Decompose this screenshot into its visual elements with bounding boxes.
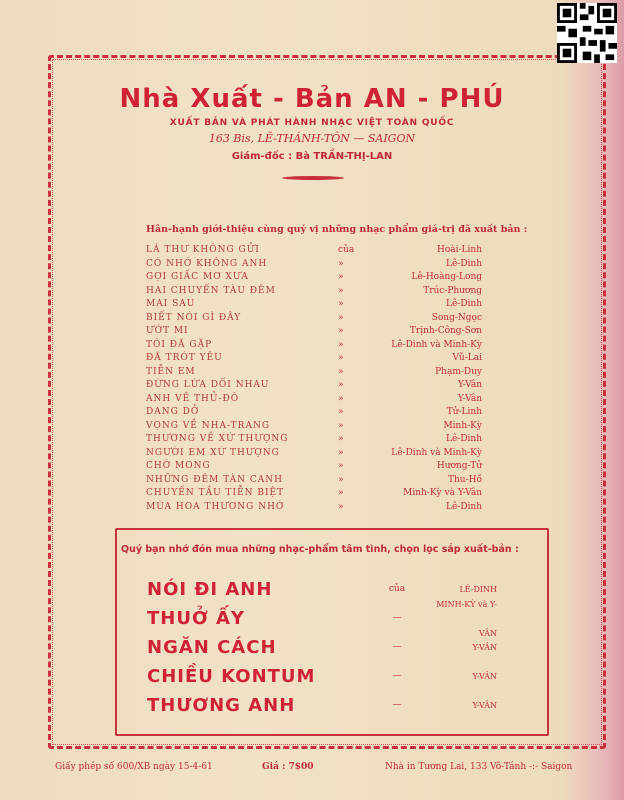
song-row xyxy=(147,633,497,662)
upcoming-song-list xyxy=(147,575,497,720)
song-row xyxy=(146,487,482,501)
song-title: BIẾT NÓI GÌ ĐÂY xyxy=(146,312,242,323)
separator: » xyxy=(338,258,344,269)
director: Giám-đốc : Bà TRẦN-THỊ-LAN xyxy=(231,151,393,162)
song-row xyxy=(146,433,482,447)
song-author: Song-Ngọc xyxy=(431,312,482,323)
separator: của xyxy=(338,245,355,255)
song-row xyxy=(147,662,497,691)
song-author: Y-VÂN xyxy=(472,643,497,652)
separator: » xyxy=(338,326,344,336)
song-row xyxy=(146,258,482,272)
song-author: Minh-Kỳ xyxy=(443,420,482,431)
separator: » xyxy=(338,434,344,444)
separator: » xyxy=(338,339,344,350)
song-title: ĐÃ TRÓT YÊU xyxy=(146,353,223,363)
song-author: Hoài-Linh xyxy=(437,245,482,255)
song-row xyxy=(146,325,482,339)
qr-code-icon xyxy=(557,3,617,63)
song-row xyxy=(147,691,497,720)
song-author: Lê-Dinh xyxy=(445,501,482,512)
song-row xyxy=(146,339,482,353)
separator: » xyxy=(338,272,344,282)
song-author: Tử-Linh xyxy=(446,407,482,417)
song-title: TÔI ĐÃ GẶP xyxy=(146,339,213,350)
song-row xyxy=(146,271,482,285)
separator: — xyxy=(392,642,402,652)
song-author: Thu-Hồ xyxy=(448,474,482,485)
song-row xyxy=(146,244,482,258)
separator: » xyxy=(338,299,344,309)
song-title: NGĂN CÁCH xyxy=(147,637,277,658)
publisher-title: Nhà Xuất - Bản AN - PHÚ xyxy=(119,84,505,114)
separator: » xyxy=(338,501,344,512)
permit: Giấy phép số 600/XB ngày 15-4-61 xyxy=(55,762,213,772)
song-row xyxy=(146,447,482,461)
song-author: Y-Vân xyxy=(457,393,482,404)
song-author: Lê-Dinh xyxy=(445,258,482,269)
song-author: MINH-KỲ và Y-VÂN xyxy=(436,599,497,638)
separator: » xyxy=(338,380,344,390)
song-title: CHỜ MONG xyxy=(146,461,211,471)
upcoming-intro: Quý bạn nhớ đón mua những nhạc-phẩm tâm tình, chọn lọc sắp xuất-bản : xyxy=(121,544,519,555)
separator: — xyxy=(392,671,402,681)
song-author: Lê-Dinh xyxy=(445,299,482,309)
address: 163 Bis, LÊ-THÁNH-TÔN — SAIGON xyxy=(208,132,416,145)
song-row xyxy=(146,352,482,366)
song-title: ƯỚT MI xyxy=(146,326,189,336)
song-author: Hương-Tử xyxy=(436,461,482,471)
song-title: MAI SAU xyxy=(146,299,196,309)
song-row xyxy=(146,501,482,515)
song-title: ANH VỀ THỦ-ĐÔ xyxy=(146,393,240,404)
song-row xyxy=(147,599,497,638)
song-author: LÊ-DINH xyxy=(459,585,497,594)
song-author: Trúc-Phương xyxy=(423,285,482,296)
song-author: Minh-Kỳ và Y-Vân xyxy=(403,488,482,498)
song-title: NHỮNG ĐÊM TÀN CANH xyxy=(146,474,283,485)
song-title: ĐỪNG LỪA DỐI NHAU xyxy=(146,380,270,390)
song-row xyxy=(146,406,482,420)
separator: của xyxy=(388,584,406,594)
song-row xyxy=(146,460,482,474)
song-title: VỌNG VỀ NHA-TRANG xyxy=(146,420,271,431)
song-title: THUỞ ẤY xyxy=(147,608,245,629)
song-title: GỢI GIẤC MƠ XƯA xyxy=(146,272,249,282)
song-title: CHUYẾN TẦU TIỄN BIỆT xyxy=(146,488,285,498)
song-row xyxy=(146,420,482,434)
separator: — xyxy=(392,613,402,623)
song-author: Y-VÂN xyxy=(472,672,497,681)
separator: » xyxy=(338,447,344,458)
song-title: CHIỀU KONTUM xyxy=(147,666,316,687)
song-author: Y-VÂN xyxy=(472,701,497,710)
separator: » xyxy=(338,461,344,471)
song-title: MÙA HOA THƯƠNG NHỚ xyxy=(146,501,285,512)
separator: » xyxy=(338,312,344,323)
song-title: THƯƠNG VỀ XỨ THƯỢNG xyxy=(146,434,289,444)
separator: » xyxy=(338,488,344,498)
song-title: TIỄN EM xyxy=(146,366,196,377)
separator: » xyxy=(338,285,344,296)
song-author: Y-Vân xyxy=(457,380,482,390)
separator: » xyxy=(338,474,344,485)
separator: » xyxy=(338,407,344,417)
song-author: Lê-Dinh và Minh-Kỳ xyxy=(391,447,482,458)
separator: » xyxy=(338,366,344,377)
separator: » xyxy=(338,353,344,363)
published-song-list xyxy=(146,244,482,514)
separator: — xyxy=(392,700,402,710)
song-author: Lê-Dinh xyxy=(445,434,482,444)
song-author: Phạm-Duy xyxy=(435,366,482,377)
song-author: Vũ-Lai xyxy=(452,353,482,363)
song-title: LÁ THƯ KHÔNG GỬI xyxy=(146,245,260,255)
song-title: CÓ NHỚ KHÔNG ANH xyxy=(146,258,268,269)
printer: Nhà in Tương Lai, 133 Võ-Tánh -:- Saigon xyxy=(385,762,573,772)
song-row xyxy=(146,474,482,488)
song-author: Lê-Dinh và Minh-Kỳ xyxy=(391,339,482,350)
song-author: Lê-Hoàng-Long xyxy=(411,272,482,282)
price: Giá : 7$00 xyxy=(262,762,314,772)
published-intro: Hân-hạnh giới-thiệu cùng quý vị những nhạc phẩm giá-trị đã xuất bản : xyxy=(146,224,528,235)
song-title: HAI CHUYẾN TÀU ĐÊM xyxy=(146,285,276,296)
separator: » xyxy=(338,420,344,431)
song-row xyxy=(146,366,482,380)
upcoming-box xyxy=(115,528,549,736)
song-title: NGƯỜI EM XỨ THƯỢNG xyxy=(146,447,280,458)
song-title: THƯƠNG ANH xyxy=(147,695,296,716)
song-row xyxy=(146,298,482,312)
song-author: Trịnh-Công-Sơn xyxy=(409,326,482,336)
song-row xyxy=(146,285,482,299)
song-row xyxy=(146,312,482,326)
separator: » xyxy=(338,393,344,404)
song-row xyxy=(146,379,482,393)
song-row xyxy=(146,393,482,407)
ornament-divider xyxy=(282,176,344,180)
song-title: NÓI ĐI ANH xyxy=(147,579,273,600)
song-title: DANG DỞ xyxy=(146,407,200,417)
tagline: XUẤT BẢN VÀ PHÁT HÀNH NHẠC VIỆT TOÀN QUỐC xyxy=(169,118,455,128)
